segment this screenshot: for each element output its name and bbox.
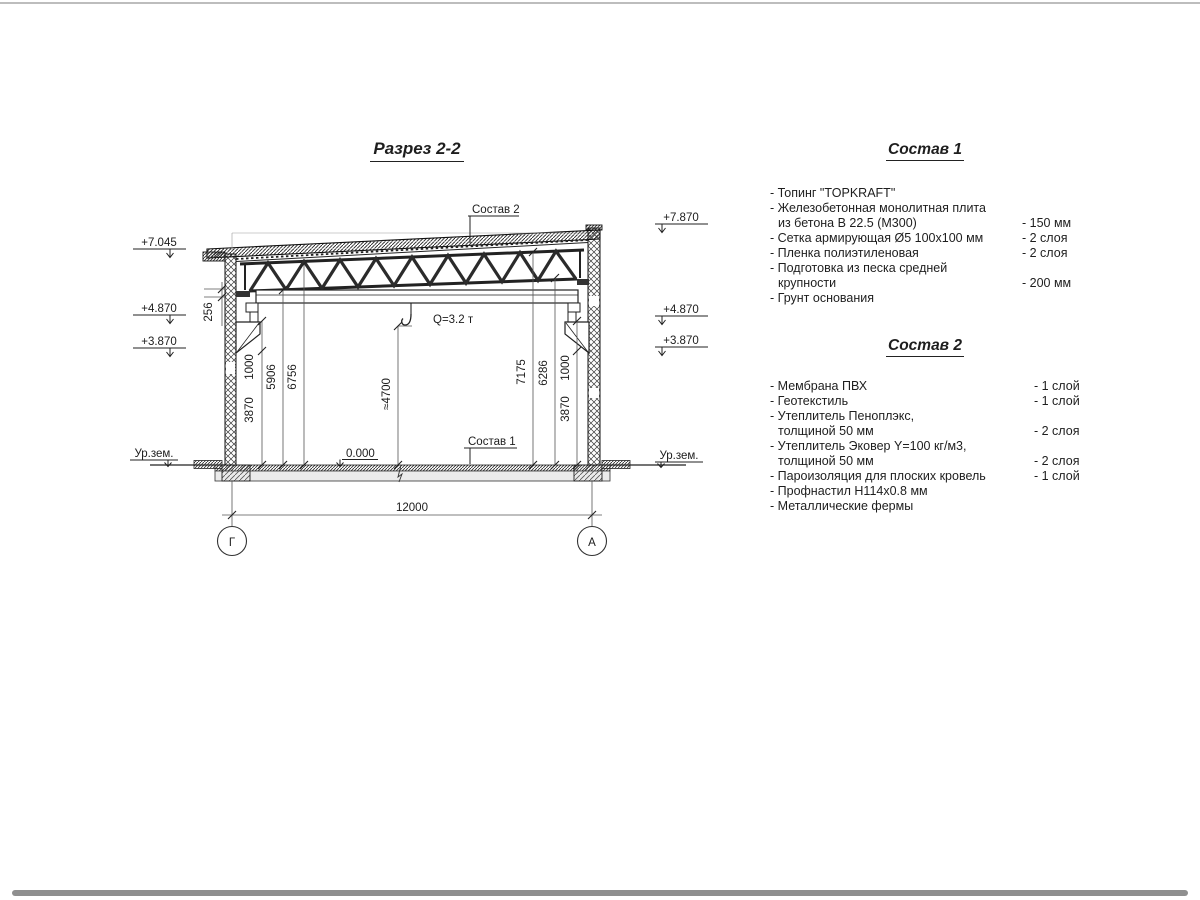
column-corbels xyxy=(236,322,589,353)
dim-span-12000: 12000 xyxy=(396,502,428,514)
list-item: - Металлические фермы xyxy=(770,499,914,513)
parapet-cap xyxy=(586,225,602,230)
dim-5906: 5906 xyxy=(266,364,278,390)
elev-right-roof: +7.870 xyxy=(663,212,699,224)
dim-right-1000: 1000 xyxy=(560,355,572,381)
dim-left-1000: 1000 xyxy=(244,354,256,380)
left-wall xyxy=(225,254,236,465)
list-item: - Пароизоляция для плоских кровель - 1 слой xyxy=(770,469,1080,483)
truss-support-right xyxy=(577,279,589,285)
list-item: - Утеплитель Эковер Y=100 кг/м3, xyxy=(770,439,967,453)
list-item: крупности - 200 мм xyxy=(778,276,1072,290)
dim-4700: ≈4700 xyxy=(381,378,393,410)
dim-256: 256 xyxy=(203,302,215,322)
sostav2-title: Состав 2 xyxy=(770,337,1080,357)
dim-7175: 7175 xyxy=(516,359,528,385)
crane-capacity-label: Q=3.2 т xyxy=(433,314,474,326)
list-item: - Железобетонная монолитная плита xyxy=(770,201,986,215)
drawing-title-text: Разрез 2-2 xyxy=(370,139,463,162)
list-item: - Пленка полиэтиленовая - 2 слоя xyxy=(770,246,1068,260)
dim-left-3870: 3870 xyxy=(244,397,256,423)
list-item: - Сетка армирующая Ø5 100х100 мм - 2 слоя xyxy=(770,231,1068,245)
list-item: - Профнастил Н114х0.8 мм xyxy=(770,484,928,498)
sostav2-list xyxy=(770,337,1080,514)
elev-left-ground: Ур.зем. xyxy=(134,448,174,460)
roof-edge-detail xyxy=(203,252,225,261)
dim-6756: 6756 xyxy=(287,364,299,390)
crane-hook xyxy=(402,303,411,325)
floor-slab xyxy=(215,465,610,482)
axis-bubbles xyxy=(218,527,607,556)
beam-supports xyxy=(246,303,580,322)
elev-right-low: +3.870 xyxy=(663,335,699,347)
sostav1-title: Состав 1 xyxy=(770,141,1080,161)
truss-support-left xyxy=(236,291,250,297)
list-item: - Грунт основания xyxy=(770,291,875,305)
sostav1-rows xyxy=(770,186,1080,306)
dim-right-3870: 3870 xyxy=(560,396,572,422)
elev-right-mid: +4.870 xyxy=(663,304,699,316)
sostav2-rows xyxy=(770,379,1080,514)
list-item: толщиной 50 мм - 2 слоя xyxy=(778,424,1080,438)
list-item: - Утеплитель Пеноплэкс, xyxy=(770,409,915,423)
list-item: из бетона В 22.5 (М300) - 150 мм xyxy=(778,216,1072,230)
axis-letter-right: А xyxy=(588,537,596,549)
list-item: - Мембрана ПВХ - 1 слой xyxy=(770,379,1080,393)
list-item: - Подготовка из песка средней xyxy=(770,261,948,275)
dim-6286: 6286 xyxy=(538,360,550,386)
list-item: - Геотекстиль - 1 слой xyxy=(770,394,1080,408)
elev-left-roof: +7.045 xyxy=(141,237,177,249)
elev-right-ground: Ур.зем. xyxy=(659,450,699,462)
elev-left-mid: +4.870 xyxy=(141,303,177,315)
list-item: толщиной 50 мм - 2 слоя xyxy=(778,454,1080,468)
elev-left-low: +3.870 xyxy=(141,336,177,348)
axis-letter-left: Г xyxy=(228,537,236,549)
zero-level-label: 0.000 xyxy=(346,448,375,460)
list-item: - Топинг "TOPKRAFT" xyxy=(770,186,896,200)
sostav1-ref-label: Состав 1 xyxy=(468,436,516,448)
sostav1-list xyxy=(770,141,1080,306)
sostav2-ref-label: Состав 2 xyxy=(472,204,520,216)
truss-bottom-chord xyxy=(249,279,577,291)
